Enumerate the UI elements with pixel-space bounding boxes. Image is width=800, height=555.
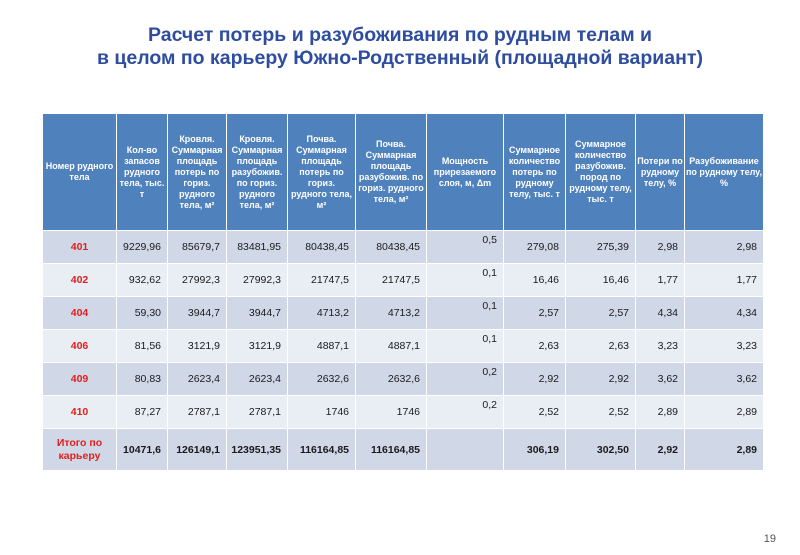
column-header: Кровля. Суммарная площадь разубожив. по гориз. рудного тела, м²	[227, 114, 288, 231]
table-cell: 2,63	[504, 330, 566, 363]
column-header: Суммарное количество потерь по рудному телу, тыс. т	[504, 114, 566, 231]
table-cell: 2787,1	[227, 396, 288, 429]
table-cell: 83481,95	[227, 231, 288, 264]
column-header: Кол-во запасов рудного тела, тыс. т	[117, 114, 168, 231]
column-header: Номер рудного тела	[43, 114, 117, 231]
table-cell: 2,92	[566, 363, 636, 396]
table-cell: 2,57	[566, 297, 636, 330]
table-cell: 80438,45	[356, 231, 427, 264]
table-cell: 2,52	[504, 396, 566, 429]
ore-body-number: 409	[43, 363, 117, 396]
table-cell: 4887,1	[356, 330, 427, 363]
table-cell: 4713,2	[288, 297, 356, 330]
table-cell: 2,52	[566, 396, 636, 429]
total-cell	[427, 429, 504, 471]
title-line-1: Расчет потерь и разубоживания по рудным телам и	[147, 24, 653, 46]
table-cell: 16,46	[566, 264, 636, 297]
table-cell: 4,34	[636, 297, 685, 330]
table-cell: 27992,3	[227, 264, 288, 297]
column-header: Почва. Суммарная площадь разубожив. по гориз. рудного тела, м²	[356, 114, 427, 231]
table-cell: 4713,2	[356, 297, 427, 330]
title-line-2: в целом по карьеру Южно-Родственный (площадной вариант)	[97, 47, 703, 69]
total-cell: 302,50	[566, 429, 636, 471]
table-row	[43, 363, 764, 396]
ore-body-number: 404	[43, 297, 117, 330]
header-row	[43, 114, 764, 231]
column-header: Мощность прирезаемого слоя, м, Δm	[427, 114, 504, 231]
table-cell: 2,63	[566, 330, 636, 363]
column-header: Разубоживание по рудному телу, %	[685, 114, 764, 231]
ore-body-number: 401	[43, 231, 117, 264]
total-label: Итого по карьеру	[43, 429, 117, 471]
table-cell: 2,57	[504, 297, 566, 330]
ore-body-number: 410	[43, 396, 117, 429]
table-cell: 932,62	[117, 264, 168, 297]
table-cell: 2,92	[504, 363, 566, 396]
table-cell: 3121,9	[227, 330, 288, 363]
table-cell: 16,46	[504, 264, 566, 297]
total-cell: 126149,1	[168, 429, 227, 471]
table-cell: 0,2	[427, 363, 504, 396]
table-cell: 1,77	[685, 264, 764, 297]
table-cell: 3121,9	[168, 330, 227, 363]
table-cell: 2,98	[636, 231, 685, 264]
table-cell: 21747,5	[356, 264, 427, 297]
table-row	[43, 297, 764, 330]
ore-losses-table	[42, 113, 764, 471]
table-cell: 2,89	[685, 396, 764, 429]
table-cell: 2787,1	[168, 396, 227, 429]
table-cell: 2,89	[636, 396, 685, 429]
table-cell: 0,1	[427, 330, 504, 363]
table-cell: 3,62	[685, 363, 764, 396]
table-cell: 81,56	[117, 330, 168, 363]
table-cell: 0,2	[427, 396, 504, 429]
total-cell: 123951,35	[227, 429, 288, 471]
table-cell: 3,23	[636, 330, 685, 363]
table-row	[43, 396, 764, 429]
column-header: Потери по рудному телу, %	[636, 114, 685, 231]
table-cell: 80,83	[117, 363, 168, 396]
table-cell: 9229,96	[117, 231, 168, 264]
table-cell: 2,98	[685, 231, 764, 264]
slide-title	[0, 24, 800, 70]
table-cell: 4887,1	[288, 330, 356, 363]
page-number: 19	[763, 533, 776, 545]
table-cell: 27992,3	[168, 264, 227, 297]
table-cell: 0,5	[427, 231, 504, 264]
table-cell: 2623,4	[168, 363, 227, 396]
ore-body-number: 406	[43, 330, 117, 363]
table-cell: 85679,7	[168, 231, 227, 264]
total-cell: 2,92	[636, 429, 685, 471]
table-cell: 1746	[356, 396, 427, 429]
table-cell: 3,62	[636, 363, 685, 396]
table-cell: 2623,4	[227, 363, 288, 396]
table-cell: 0,1	[427, 297, 504, 330]
table-cell: 87,27	[117, 396, 168, 429]
table-cell: 0,1	[427, 264, 504, 297]
table-cell: 2632,6	[356, 363, 427, 396]
table-row	[43, 264, 764, 297]
table-cell: 279,08	[504, 231, 566, 264]
table-cell: 1746	[288, 396, 356, 429]
table-cell: 275,39	[566, 231, 636, 264]
total-cell: 2,89	[685, 429, 764, 471]
table-cell: 4,34	[685, 297, 764, 330]
table-cell: 2632,6	[288, 363, 356, 396]
column-header: Почва. Суммарная площадь потерь по гориз. рудного тела, м²	[288, 114, 356, 231]
total-cell: 10471,6	[117, 429, 168, 471]
table-cell: 80438,45	[288, 231, 356, 264]
table-cell: 3,23	[685, 330, 764, 363]
total-cell: 116164,85	[356, 429, 427, 471]
total-cell: 116164,85	[288, 429, 356, 471]
table-cell: 3944,7	[168, 297, 227, 330]
table-cell: 3944,7	[227, 297, 288, 330]
table-body	[43, 231, 764, 471]
table-cell: 59,30	[117, 297, 168, 330]
ore-body-number: 402	[43, 264, 117, 297]
column-header: Кровля. Суммарная площадь потерь по гориз. рудного тела, м²	[168, 114, 227, 231]
table-row	[43, 330, 764, 363]
total-row	[43, 429, 764, 471]
table-cell: 21747,5	[288, 264, 356, 297]
table-cell: 1,77	[636, 264, 685, 297]
table-row	[43, 231, 764, 264]
total-cell: 306,19	[504, 429, 566, 471]
column-header: Суммарное количество разубожив. пород по рудному телу, тыс. т	[566, 114, 636, 231]
